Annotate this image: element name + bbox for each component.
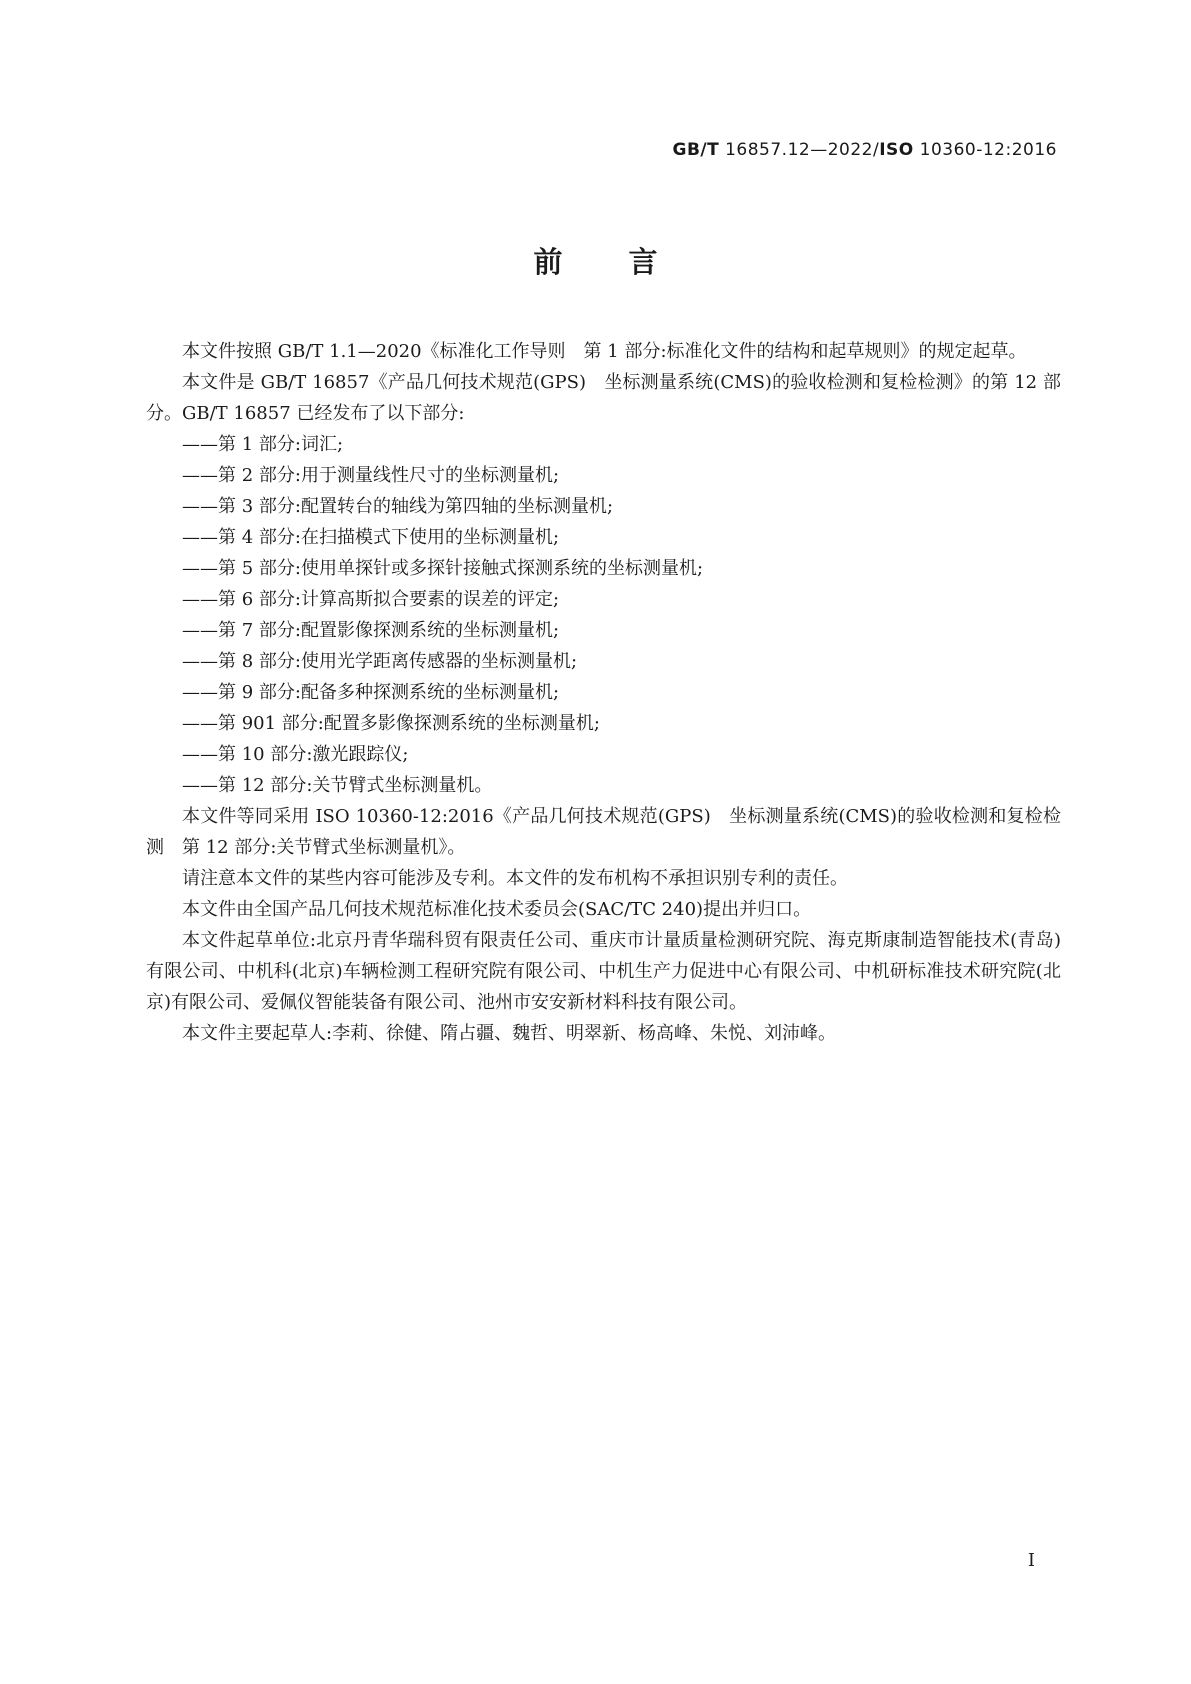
list-item: ——第 10 部分:激光跟踪仪; bbox=[182, 744, 409, 765]
paragraph-series-intro: 本文件是 GB/T 16857《产品几何技术规范(GPS) 坐标测量系统(CMS)的验收检测和复检检测》的第 12 部分。GB/T 16857 已经发布了以下部分: bbox=[146, 372, 1061, 424]
list-item: ——第 2 部分:用于测量线性尺寸的坐标测量机; bbox=[182, 465, 560, 486]
paragraph-drafting-rules: 本文件按照 GB/T 1.1—2020《标准化工作导则 第 1 部分:标准化文件的结构和起草规则》的规定起草。 bbox=[182, 341, 1027, 362]
paragraph-iso-equivalence: 本文件等同采用 ISO 10360-12:2016《产品几何技术规范(GPS) 坐标测量系统(CMS)的验收检测和复检检测 第 12 部分:关节臂式坐标测量机》。 bbox=[146, 806, 1061, 858]
iso-number-text: 10360-12:2016 bbox=[913, 140, 1057, 160]
iso-prefix: ISO bbox=[879, 140, 914, 160]
list-item: ——第 6 部分:计算高斯拟合要素的误差的评定; bbox=[182, 589, 560, 610]
paragraph-drafters: 本文件主要起草人:李莉、徐健、隋占疆、魏哲、明翠新、杨高峰、朱悦、刘沛峰。 bbox=[182, 1023, 837, 1044]
page-number: I bbox=[1027, 1550, 1035, 1571]
list-item: ——第 12 部分:关节臂式坐标测量机。 bbox=[182, 775, 493, 796]
paragraph-patent-notice: 请注意本文件的某些内容可能涉及专利。本文件的发布机构不承担识别专利的责任。 bbox=[182, 868, 848, 889]
standard-number bbox=[672, 140, 1057, 160]
list-item: ——第 7 部分:配置影像探测系统的坐标测量机; bbox=[182, 620, 560, 641]
std-prefix: GB/T bbox=[672, 140, 720, 160]
parts-list bbox=[146, 429, 1061, 801]
list-item: ——第 9 部分:配备多种探测系统的坐标测量机; bbox=[182, 682, 560, 703]
list-item: ——第 8 部分:使用光学距离传感器的坐标测量机; bbox=[182, 651, 578, 672]
list-item: ——第 3 部分:配置转台的轴线为第四轴的坐标测量机; bbox=[182, 496, 614, 517]
list-item: ——第 901 部分:配置多影像探测系统的坐标测量机; bbox=[182, 713, 600, 734]
page-title: 前言 bbox=[533, 245, 724, 279]
std-number-text: 16857.12—2022/ bbox=[719, 140, 880, 160]
list-item: ——第 4 部分:在扫描模式下使用的坐标测量机; bbox=[182, 527, 560, 548]
list-item: ——第 1 部分:词汇; bbox=[182, 434, 344, 455]
list-item: ——第 5 部分:使用单探针或多探针接触式探测系统的坐标测量机; bbox=[182, 558, 704, 579]
paragraph-drafting-units: 本文件起草单位:北京丹青华瑞科贸有限责任公司、重庆市计量质量检测研究院、海克斯康制造智能技术(青岛)有限公司、中机科(北京)车辆检测工程研究院有限公司、中机生产力促进中心有限公司、中机研标准技术研究院(北京)有限公司、爱佩仪智能装备有限公司、池州市安安新材料科技有限公司。 bbox=[146, 930, 1061, 1013]
paragraph-committee: 本文件由全国产品几何技术规范标准化技术委员会(SAC/TC 240)提出并归口。 bbox=[182, 899, 812, 920]
foreword-body bbox=[146, 336, 1061, 1049]
